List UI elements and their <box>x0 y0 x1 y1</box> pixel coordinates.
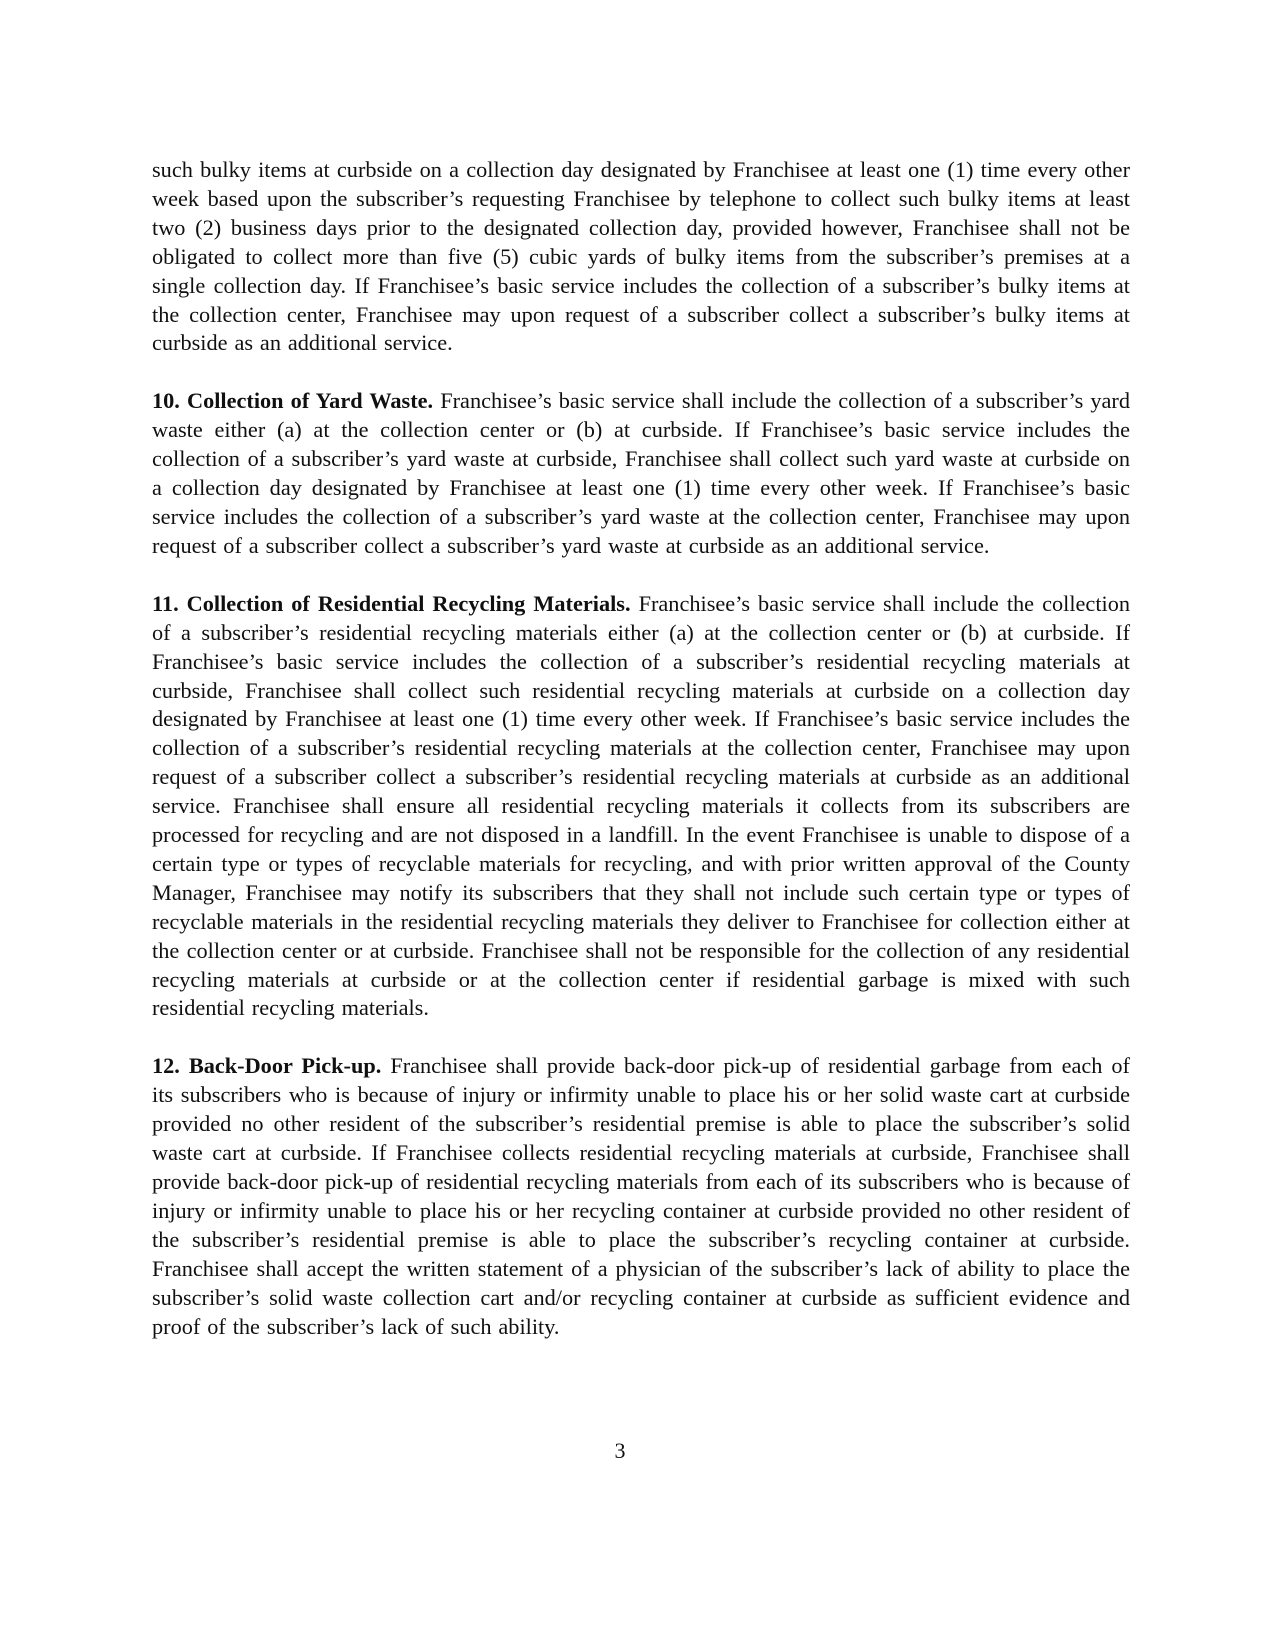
section-11-heading: 11. Collection of Residential Recycling Materials. <box>152 590 631 616</box>
section-12-paragraph <box>152 1052 1130 1341</box>
page-number: 3 <box>614 1438 626 1463</box>
section-11-paragraph <box>152 590 1130 1024</box>
paragraph-bulky-items-continuation <box>152 156 1130 358</box>
section-12-body-text: Franchisee shall provide back-door pick-up of residential garbage from each of its subscribers who is because of injury or infirmity unable to place his or her solid waste cart at curbside provided no other resident of the subscriber’s residential premise is able to place the subscriber’s solid waste cart at curbside. If Franchisee collects residential recycling materials at curbside, Franchisee shall provide back-door pick-up of residential recycling materials from each of its subscribers who is because of injury or infirmity unable to place his or her recycling container at curbside provided no other resident of the subscriber’s residential premise is able to place the subscriber’s recycling container at curbside. Franchisee shall accept the written statement of a physician of the subscriber’s lack of ability to place the subscriber’s solid waste collection cart and/or recycling container at curbside as sufficient evidence and proof of the subscriber’s lack of such ability. <box>152 1053 1130 1339</box>
section-12-heading: 12. Back-Door Pick-up. <box>152 1053 382 1079</box>
section-11-body-text: Franchisee’s basic service shall include the collection of a subscriber’s residential recycling materials either (a) at the collection center or (b) at curbside. If Franchisee’s basic service includes the collection of a subscriber’s residential recycling materials at curbside, Franchisee shall collect such residential recycling materials at curbside on a collection day designated by Franchisee at least one (1) time every other week. If Franchisee’s basic service includes the collection of a subscriber’s residential recycling materials at the collection center, Franchisee may upon request of a subscriber collect a subscriber’s residential recycling materials at curbside as an additional service. Franchisee shall ensure all residential recycling materials it collects from its subscribers are processed for recycling and are not disposed in a landfill. In the event Franchisee is unable to dispose of a certain type or types of recyclable materials for recycling, and with prior written approval of the County Manager, Franchisee may notify its subscribers that they shall not include such certain type or types of recyclable materials in the residential recycling materials they deliver to Franchisee for collection either at the collection center or at curbside. Franchisee shall not be responsible for the collection of any residential recycling materials at curbside or at the collection center if residential garbage is mixed with such residential recycling materials. <box>152 590 1130 1021</box>
section-10-body-text: Franchisee’s basic service shall include the collection of a subscriber’s yard waste either (a) at the collection center or (b) at curbside. If Franchisee’s basic service includes the collection of a subscriber’s yard waste at curbside, Franchisee shall collect such yard waste at curbside on a collection day designated by Franchisee at least one (1) time every other week. If Franchisee’s basic service includes the collection of a subscriber’s yard waste at the collection center, Franchisee may upon request of a subscriber collect a subscriber’s yard waste at curbside as an additional service. <box>152 388 1130 558</box>
section-10-paragraph <box>152 387 1130 560</box>
section-10-heading: 10. Collection of Yard Waste. <box>152 388 434 414</box>
document-text-block <box>152 156 1130 1341</box>
paragraph-bulky-items-continuation-text: such bulky items at curbside on a collection day designated by Franchisee at least one (1) time every other week based upon the subscriber’s requesting Franchisee by telephone to collect such bulky items at least two (2) business days prior to the designated collection day, provided however, Franchisee shall not be obligated to collect more than five (5) cubic yards of bulky items from the subscriber’s premises at a single collection day. If Franchisee’s basic service includes the collection of a subscriber’s bulky items at the collection center, Franchisee may upon request of a subscriber collect a subscriber’s bulky items at curbside as an additional service. <box>152 157 1130 356</box>
